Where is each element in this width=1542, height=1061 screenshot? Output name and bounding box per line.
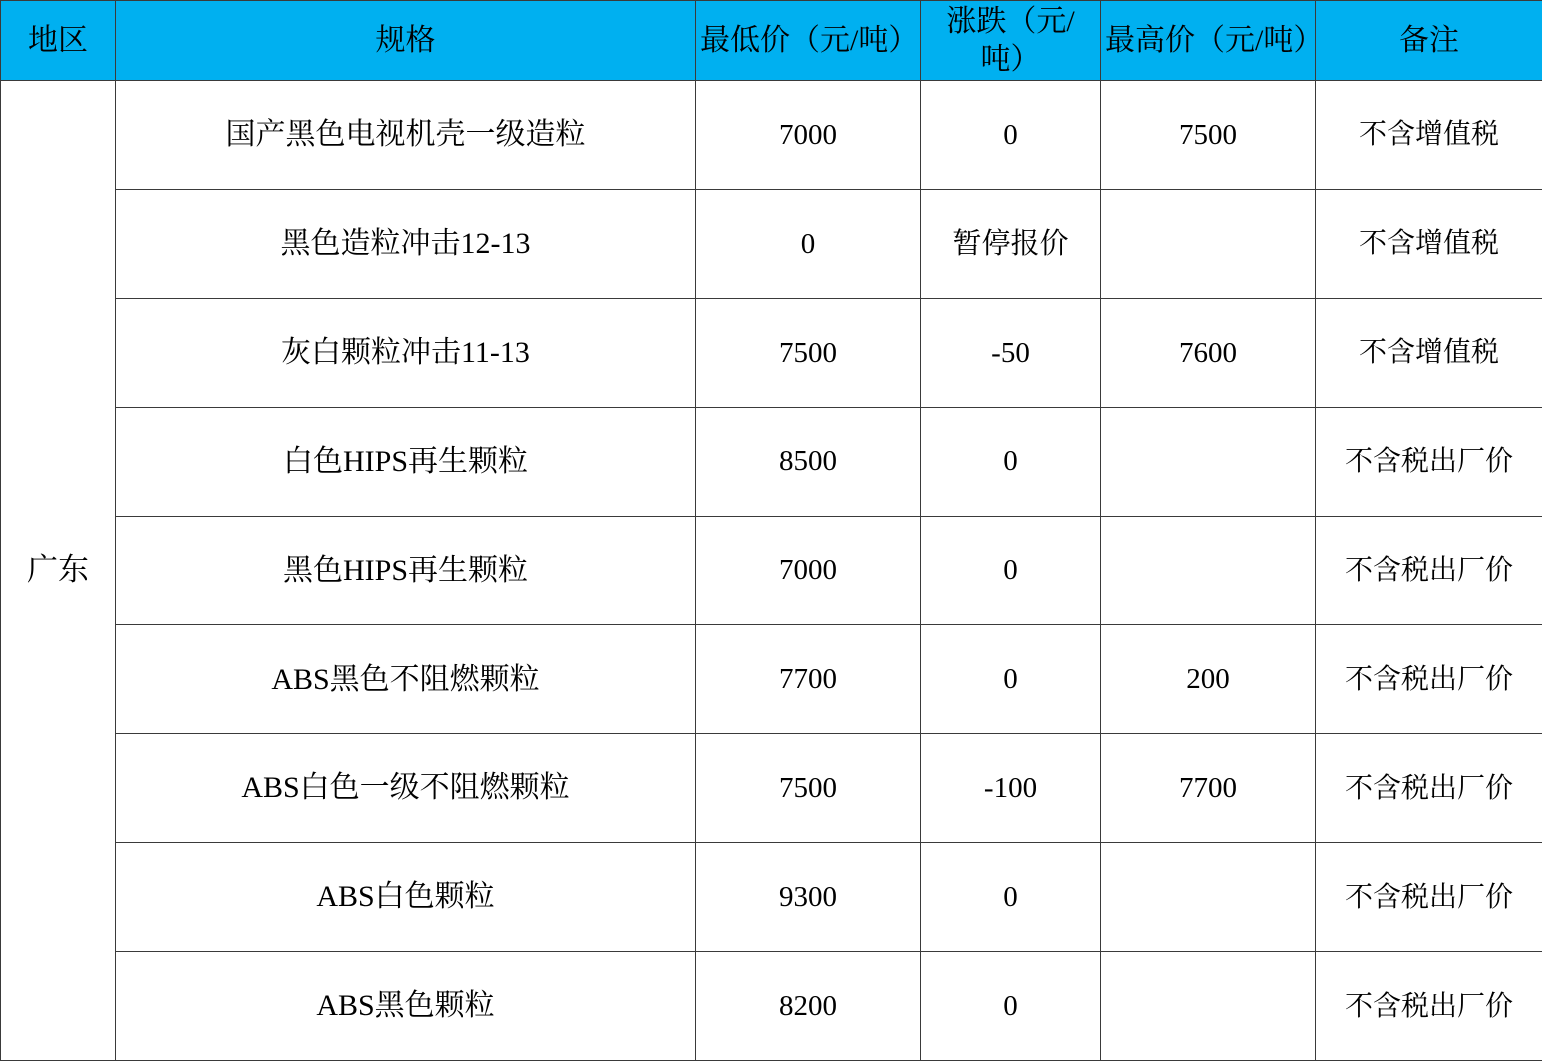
spec-cell: 灰白颗粒冲击11-13 — [116, 298, 696, 407]
high-price-cell — [1101, 952, 1316, 1061]
header-highest-price: 最高价（元/吨） — [1101, 1, 1316, 81]
change-cell: 0 — [921, 952, 1101, 1061]
header-change: 涨跌（元/吨） — [921, 1, 1101, 81]
low-price-cell: 7500 — [696, 734, 921, 843]
remark-cell: 不含增值税 — [1316, 189, 1542, 298]
change-cell: -50 — [921, 298, 1101, 407]
remark-cell: 不含税出厂价 — [1316, 843, 1542, 952]
table-row — [1, 952, 1542, 1061]
low-price-cell: 7000 — [696, 516, 921, 625]
table-row — [1, 734, 1542, 843]
change-cell: 0 — [921, 407, 1101, 516]
table-row — [1, 298, 1542, 407]
header-remark: 备注 — [1316, 1, 1542, 81]
spec-cell: 国产黑色电视机壳一级造粒 — [116, 81, 696, 190]
remark-cell: 不含增值税 — [1316, 298, 1542, 407]
table-row — [1, 516, 1542, 625]
spec-cell: 黑色造粒冲击12-13 — [116, 189, 696, 298]
change-cell: 暂停报价 — [921, 189, 1101, 298]
high-price-cell — [1101, 516, 1316, 625]
high-price-cell — [1101, 843, 1316, 952]
header-row — [1, 1, 1542, 81]
spec-cell: ABS白色颗粒 — [116, 843, 696, 952]
remark-cell: 不含税出厂价 — [1316, 516, 1542, 625]
region-cell-guangdong: 广东 — [1, 81, 116, 1061]
header-region: 地区 — [1, 1, 116, 81]
high-price-cell — [1101, 407, 1316, 516]
high-price-cell: 7600 — [1101, 298, 1316, 407]
low-price-cell: 0 — [696, 189, 921, 298]
table-body — [1, 81, 1542, 1061]
low-price-cell: 8200 — [696, 952, 921, 1061]
table-header — [1, 1, 1542, 81]
remark-cell: 不含税出厂价 — [1316, 625, 1542, 734]
spec-cell: ABS黑色不阻燃颗粒 — [116, 625, 696, 734]
header-spec: 规格 — [116, 1, 696, 81]
table-row — [1, 407, 1542, 516]
change-cell: 0 — [921, 516, 1101, 625]
low-price-cell: 7000 — [696, 81, 921, 190]
remark-cell: 不含税出厂价 — [1316, 734, 1542, 843]
spec-cell: 黑色HIPS再生颗粒 — [116, 516, 696, 625]
remark-cell: 不含增值税 — [1316, 81, 1542, 190]
header-lowest-price: 最低价（元/吨） — [696, 1, 921, 81]
remark-cell: 不含税出厂价 — [1316, 952, 1542, 1061]
change-cell: 0 — [921, 625, 1101, 734]
remark-cell: 不含税出厂价 — [1316, 407, 1542, 516]
table-row — [1, 843, 1542, 952]
low-price-cell: 9300 — [696, 843, 921, 952]
spec-cell: ABS白色一级不阻燃颗粒 — [116, 734, 696, 843]
table-row — [1, 189, 1542, 298]
low-price-cell: 7700 — [696, 625, 921, 734]
spec-cell: 白色HIPS再生颗粒 — [116, 407, 696, 516]
high-price-cell: 200 — [1101, 625, 1316, 734]
low-price-cell: 8500 — [696, 407, 921, 516]
change-cell: 0 — [921, 81, 1101, 190]
change-cell: -100 — [921, 734, 1101, 843]
high-price-cell: 7500 — [1101, 81, 1316, 190]
high-price-cell: 7700 — [1101, 734, 1316, 843]
low-price-cell: 7500 — [696, 298, 921, 407]
table-row — [1, 625, 1542, 734]
spec-cell: ABS黑色颗粒 — [116, 952, 696, 1061]
table-row — [1, 81, 1542, 190]
change-cell: 0 — [921, 843, 1101, 952]
high-price-cell — [1101, 189, 1316, 298]
